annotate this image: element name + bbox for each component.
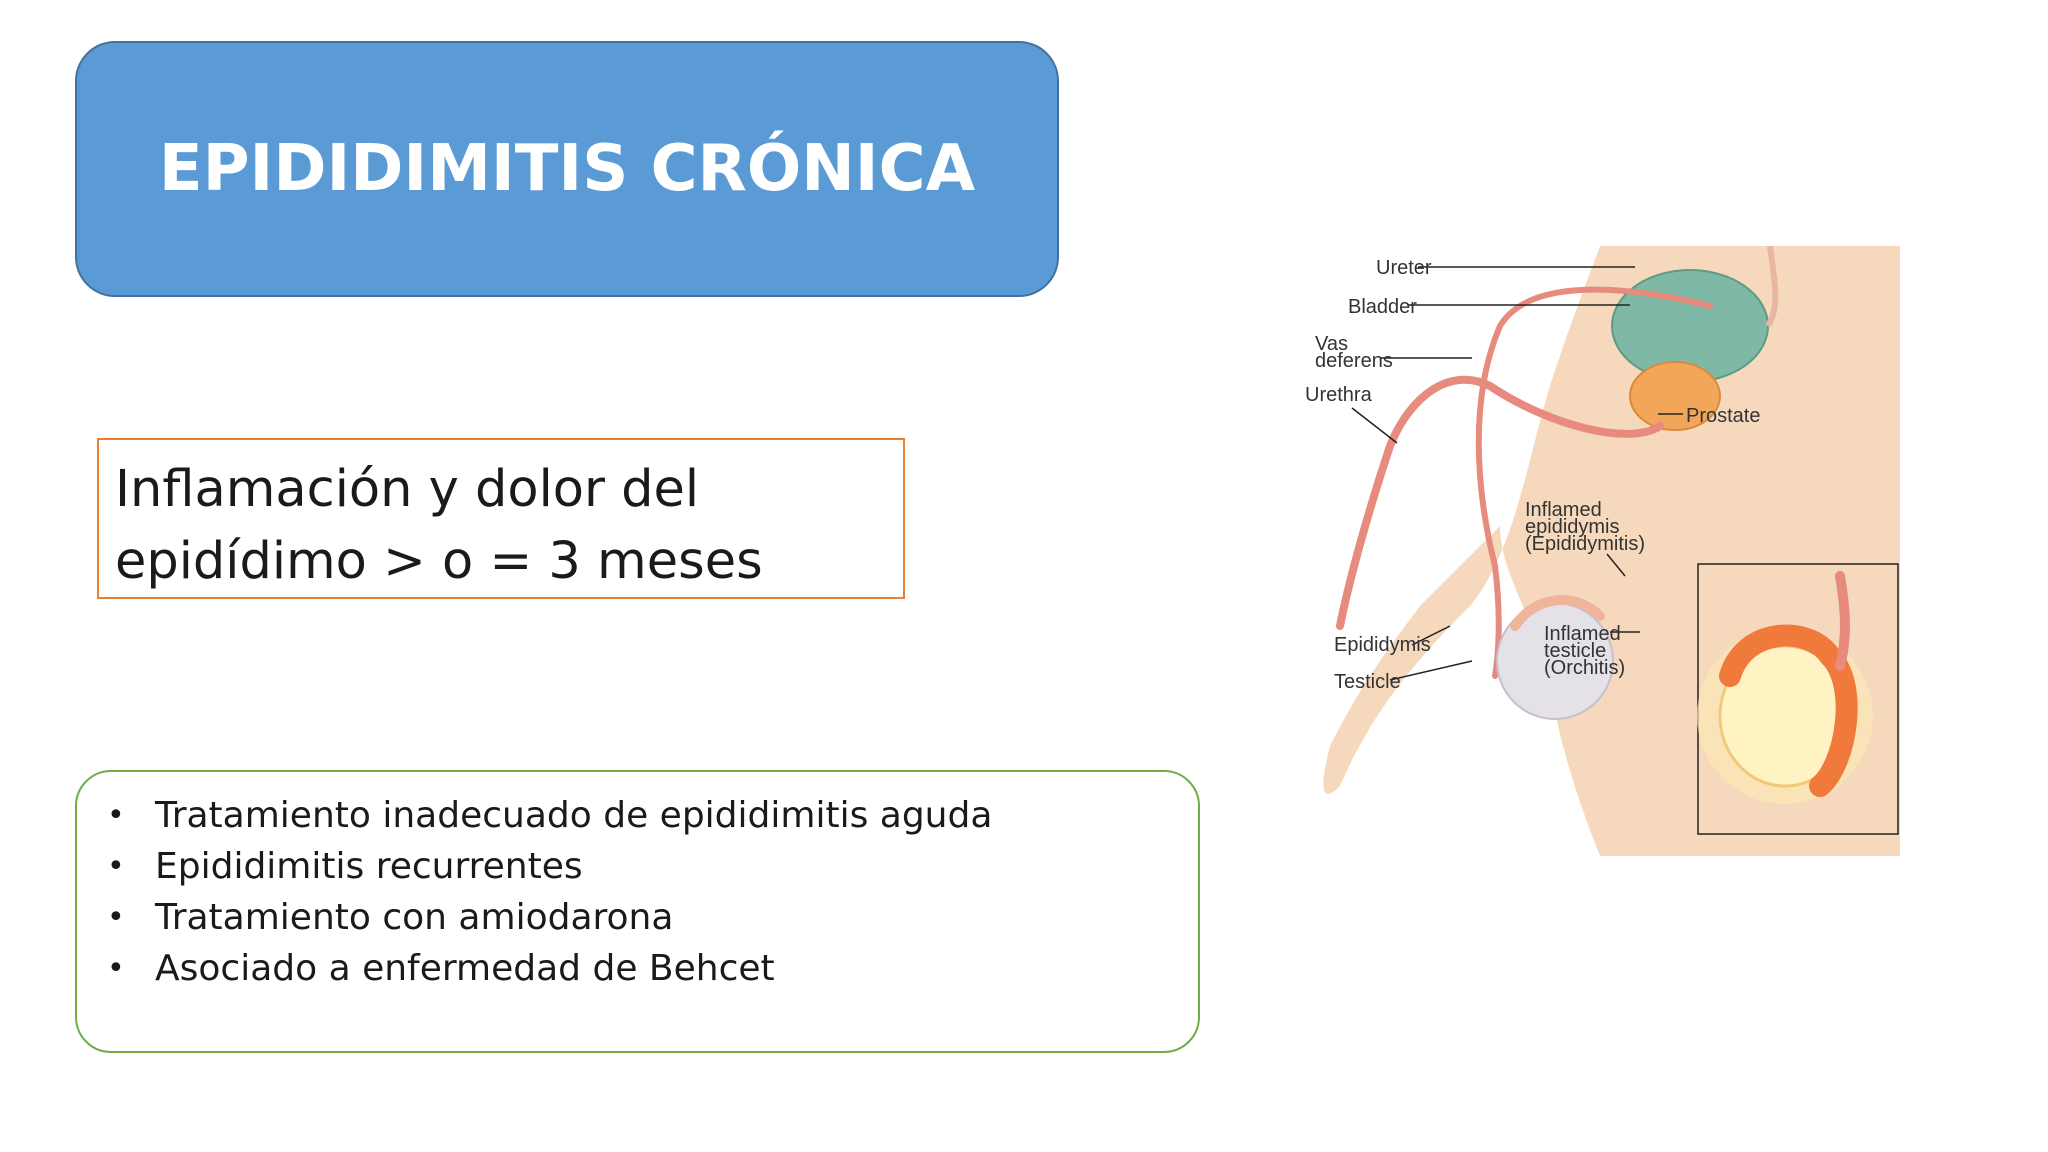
label-inflamed-test-1: Inflamed: [1544, 623, 1621, 645]
causes-box: [75, 770, 1200, 1053]
list-item: [107, 892, 1198, 943]
bullet-icon: •: [107, 798, 125, 833]
cause-text: Tratamiento con amiodarona: [155, 897, 674, 938]
definition-line-2: epidídimo > o = 3 meses: [115, 532, 763, 591]
label-inflamed-test-3: (Orchitis): [1544, 657, 1626, 679]
label-ureter: Ureter: [1376, 257, 1432, 279]
label-prostate: Prostate: [1686, 405, 1761, 427]
title-banner: [75, 41, 1059, 297]
label-vas-2: deferens: [1315, 350, 1393, 372]
bullet-icon: •: [107, 849, 125, 884]
inflamed-cord: [1840, 576, 1845, 666]
label-inflamed-test-2: testicle: [1544, 640, 1607, 662]
definition-line-1: Inflamación y dolor del: [115, 460, 700, 519]
label-urethra: Urethra: [1305, 384, 1372, 406]
slide-title: EPIDIDIMITIS CRÓNICA: [158, 132, 976, 206]
label-vas-1: Vas: [1315, 333, 1348, 355]
label-inflamed-epi-1: Inflamed: [1525, 499, 1602, 521]
label-inflamed-epi-2: epididymis: [1525, 516, 1620, 538]
label-testicle: Testicle: [1334, 671, 1401, 693]
list-item: [107, 943, 1198, 994]
bullet-icon: •: [107, 900, 125, 935]
label-epididymis: Epididymis: [1334, 634, 1431, 656]
urethra-leader: [1352, 408, 1397, 443]
label-bladder: Bladder: [1348, 296, 1417, 318]
cause-text: Tratamiento inadecuado de epididimitis aguda: [155, 795, 993, 836]
anatomy-figure: [1300, 246, 1900, 856]
list-item: [107, 790, 1198, 841]
bullet-icon: •: [107, 951, 125, 986]
cause-text: Epididimitis recurrentes: [155, 846, 583, 887]
cause-text: Asociado a enfermedad de Behcet: [155, 948, 775, 989]
definition-box: [97, 438, 905, 599]
list-item: [107, 841, 1198, 892]
label-inflamed-epi-3: (Epididymitis): [1525, 533, 1646, 555]
